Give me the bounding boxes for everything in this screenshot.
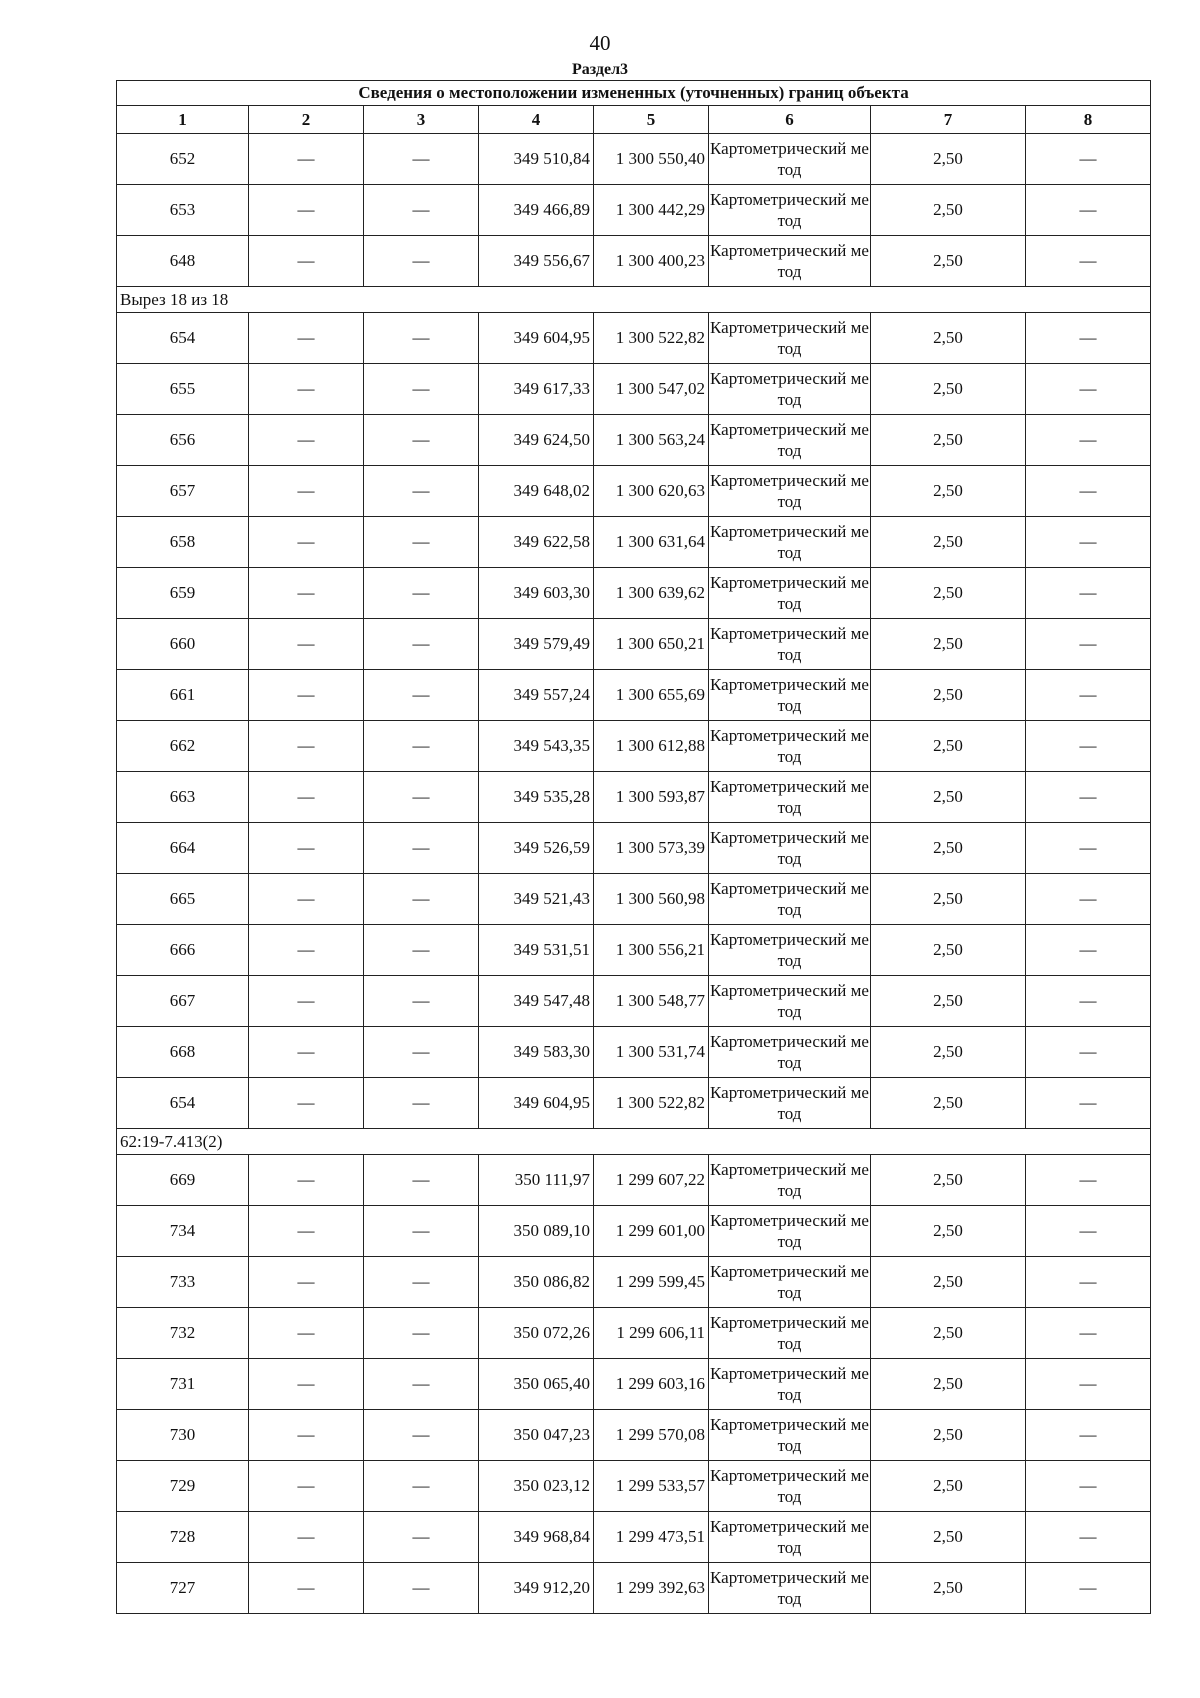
column-3-cell: — [364, 1512, 479, 1563]
method-cell: Картометрический метод [709, 1512, 871, 1563]
table-row [117, 976, 1151, 1027]
method-cell: Картометрический метод [709, 1410, 871, 1461]
column-8-cell: — [1026, 976, 1151, 1027]
table-row [117, 619, 1151, 670]
accuracy-cell: 2,50 [871, 313, 1026, 364]
x-coordinate-cell: 349 535,28 [479, 772, 594, 823]
point-number-cell: 648 [117, 236, 249, 287]
y-coordinate-cell: 1 300 550,40 [594, 134, 709, 185]
table-row [117, 1461, 1151, 1512]
column-8-cell: — [1026, 1461, 1151, 1512]
accuracy-cell: 2,50 [871, 1206, 1026, 1257]
y-coordinate-cell: 1 300 639,62 [594, 568, 709, 619]
method-cell: Картометрический метод [709, 364, 871, 415]
method-cell: Картометрический метод [709, 185, 871, 236]
column-2-cell: — [249, 976, 364, 1027]
column-3-cell: — [364, 236, 479, 287]
y-coordinate-cell: 1 299 601,00 [594, 1206, 709, 1257]
x-coordinate-cell: 349 622,58 [479, 517, 594, 568]
boundary-coordinates-table [116, 80, 1151, 1614]
column-8-cell: — [1026, 670, 1151, 721]
column-3-cell: — [364, 568, 479, 619]
point-number-cell: 666 [117, 925, 249, 976]
column-number: 2 [249, 106, 364, 134]
y-coordinate-cell: 1 300 400,23 [594, 236, 709, 287]
column-2-cell: — [249, 823, 364, 874]
column-8-cell: — [1026, 1027, 1151, 1078]
column-2-cell: — [249, 874, 364, 925]
point-number-cell: 664 [117, 823, 249, 874]
y-coordinate-cell: 1 300 631,64 [594, 517, 709, 568]
column-3-cell: — [364, 313, 479, 364]
accuracy-cell: 2,50 [871, 1359, 1026, 1410]
point-number-cell: 665 [117, 874, 249, 925]
y-coordinate-cell: 1 299 533,57 [594, 1461, 709, 1512]
column-3-cell: — [364, 925, 479, 976]
column-3-cell: — [364, 134, 479, 185]
accuracy-cell: 2,50 [871, 1563, 1026, 1614]
table-row [117, 1563, 1151, 1614]
point-number-cell: 656 [117, 415, 249, 466]
column-2-cell: — [249, 925, 364, 976]
column-8-cell: — [1026, 185, 1151, 236]
column-3-cell: — [364, 976, 479, 1027]
accuracy-cell: 2,50 [871, 568, 1026, 619]
accuracy-cell: 2,50 [871, 1257, 1026, 1308]
column-3-cell: — [364, 1078, 479, 1129]
column-2-cell: — [249, 1078, 364, 1129]
column-3-cell: — [364, 823, 479, 874]
table-row [117, 823, 1151, 874]
x-coordinate-cell: 349 547,48 [479, 976, 594, 1027]
table-row [117, 1155, 1151, 1206]
accuracy-cell: 2,50 [871, 976, 1026, 1027]
point-number-cell: 728 [117, 1512, 249, 1563]
x-coordinate-cell: 349 648,02 [479, 466, 594, 517]
x-coordinate-cell: 350 086,82 [479, 1257, 594, 1308]
column-2-cell: — [249, 670, 364, 721]
accuracy-cell: 2,50 [871, 1155, 1026, 1206]
x-coordinate-cell: 349 521,43 [479, 874, 594, 925]
method-cell: Картометрический метод [709, 1027, 871, 1078]
point-number-cell: 652 [117, 134, 249, 185]
method-cell: Картометрический метод [709, 1257, 871, 1308]
column-3-cell: — [364, 721, 479, 772]
column-8-cell: — [1026, 1512, 1151, 1563]
point-number-cell: 732 [117, 1308, 249, 1359]
point-number-cell: 660 [117, 619, 249, 670]
column-3-cell: — [364, 1155, 479, 1206]
method-cell: Картометрический метод [709, 619, 871, 670]
table-body [117, 134, 1151, 1614]
y-coordinate-cell: 1 300 560,98 [594, 874, 709, 925]
point-number-cell: 727 [117, 1563, 249, 1614]
method-cell: Картометрический метод [709, 466, 871, 517]
column-8-cell: — [1026, 415, 1151, 466]
table-caption-row [117, 81, 1151, 106]
method-cell: Картометрический метод [709, 1078, 871, 1129]
y-coordinate-cell: 1 300 442,29 [594, 185, 709, 236]
column-8-cell: — [1026, 823, 1151, 874]
column-2-cell: — [249, 1410, 364, 1461]
x-coordinate-cell: 349 510,84 [479, 134, 594, 185]
method-cell: Картометрический метод [709, 721, 871, 772]
column-3-cell: — [364, 1027, 479, 1078]
method-cell: Картометрический метод [709, 772, 871, 823]
column-3-cell: — [364, 364, 479, 415]
column-3-cell: — [364, 619, 479, 670]
method-cell: Картометрический метод [709, 1155, 871, 1206]
accuracy-cell: 2,50 [871, 619, 1026, 670]
column-number-row [117, 106, 1151, 134]
accuracy-cell: 2,50 [871, 721, 1026, 772]
y-coordinate-cell: 1 300 522,82 [594, 1078, 709, 1129]
column-3-cell: — [364, 670, 479, 721]
accuracy-cell: 2,50 [871, 925, 1026, 976]
x-coordinate-cell: 349 583,30 [479, 1027, 594, 1078]
column-2-cell: — [249, 1027, 364, 1078]
point-number-cell: 667 [117, 976, 249, 1027]
point-number-cell: 653 [117, 185, 249, 236]
point-number-cell: 669 [117, 1155, 249, 1206]
section-title: Раздел3 [571, 61, 629, 78]
column-number: 1 [117, 106, 249, 134]
x-coordinate-cell: 349 557,24 [479, 670, 594, 721]
method-cell: Картометрический метод [709, 1206, 871, 1257]
column-8-cell: — [1026, 1410, 1151, 1461]
accuracy-cell: 2,50 [871, 772, 1026, 823]
table-row [117, 1078, 1151, 1129]
accuracy-cell: 2,50 [871, 415, 1026, 466]
column-3-cell: — [364, 1359, 479, 1410]
column-3-cell: — [364, 415, 479, 466]
column-2-cell: — [249, 619, 364, 670]
x-coordinate-cell: 349 603,30 [479, 568, 594, 619]
table-caption: Сведения о местоположении измененных (уточненных) границ объекта [117, 81, 1151, 106]
point-number-cell: 662 [117, 721, 249, 772]
point-number-cell: 658 [117, 517, 249, 568]
column-8-cell: — [1026, 1078, 1151, 1129]
column-number: 4 [479, 106, 594, 134]
table-row [117, 1359, 1151, 1410]
y-coordinate-cell: 1 300 556,21 [594, 925, 709, 976]
column-3-cell: — [364, 1461, 479, 1512]
column-8-cell: — [1026, 364, 1151, 415]
table-row [117, 134, 1151, 185]
y-coordinate-cell: 1 300 612,88 [594, 721, 709, 772]
column-8-cell: — [1026, 1563, 1151, 1614]
column-3-cell: — [364, 1257, 479, 1308]
accuracy-cell: 2,50 [871, 1078, 1026, 1129]
point-number-cell: 733 [117, 1257, 249, 1308]
method-cell: Картометрический метод [709, 415, 871, 466]
column-8-cell: — [1026, 619, 1151, 670]
table-row [117, 1257, 1151, 1308]
x-coordinate-cell: 349 466,89 [479, 185, 594, 236]
column-2-cell: — [249, 1257, 364, 1308]
column-8-cell: — [1026, 134, 1151, 185]
x-coordinate-cell: 349 912,20 [479, 1563, 594, 1614]
column-2-cell: — [249, 568, 364, 619]
column-2-cell: — [249, 185, 364, 236]
x-coordinate-cell: 350 111,97 [479, 1155, 594, 1206]
column-2-cell: — [249, 313, 364, 364]
x-coordinate-cell: 349 526,59 [479, 823, 594, 874]
point-number-cell: 659 [117, 568, 249, 619]
x-coordinate-cell: 349 624,50 [479, 415, 594, 466]
page-number: 40 [589, 31, 611, 55]
y-coordinate-cell: 1 300 655,69 [594, 670, 709, 721]
method-cell: Картометрический метод [709, 1461, 871, 1512]
column-8-cell: — [1026, 236, 1151, 287]
table-row [117, 772, 1151, 823]
table-row [117, 1512, 1151, 1563]
y-coordinate-cell: 1 299 570,08 [594, 1410, 709, 1461]
x-coordinate-cell: 349 968,84 [479, 1512, 594, 1563]
x-coordinate-cell: 349 579,49 [479, 619, 594, 670]
group-header-row [117, 287, 1151, 313]
table-row [117, 1410, 1151, 1461]
column-2-cell: — [249, 236, 364, 287]
table-row [117, 1308, 1151, 1359]
column-number: 8 [1026, 106, 1151, 134]
y-coordinate-cell: 1 300 573,39 [594, 823, 709, 874]
method-cell: Картометрический метод [709, 925, 871, 976]
accuracy-cell: 2,50 [871, 670, 1026, 721]
x-coordinate-cell: 350 047,23 [479, 1410, 594, 1461]
x-coordinate-cell: 349 617,33 [479, 364, 594, 415]
y-coordinate-cell: 1 300 563,24 [594, 415, 709, 466]
accuracy-cell: 2,50 [871, 364, 1026, 415]
point-number-cell: 661 [117, 670, 249, 721]
column-2-cell: — [249, 1206, 364, 1257]
y-coordinate-cell: 1 299 603,16 [594, 1359, 709, 1410]
y-coordinate-cell: 1 299 392,63 [594, 1563, 709, 1614]
method-cell: Картометрический метод [709, 568, 871, 619]
column-8-cell: — [1026, 1155, 1151, 1206]
group-label: 62:19-7.413(2) [117, 1129, 1151, 1155]
column-8-cell: — [1026, 313, 1151, 364]
point-number-cell: 668 [117, 1027, 249, 1078]
table-row [117, 415, 1151, 466]
y-coordinate-cell: 1 300 547,02 [594, 364, 709, 415]
point-number-cell: 729 [117, 1461, 249, 1512]
accuracy-cell: 2,50 [871, 517, 1026, 568]
point-number-cell: 654 [117, 1078, 249, 1129]
point-number-cell: 734 [117, 1206, 249, 1257]
table-row [117, 568, 1151, 619]
y-coordinate-cell: 1 299 599,45 [594, 1257, 709, 1308]
y-coordinate-cell: 1 300 522,82 [594, 313, 709, 364]
accuracy-cell: 2,50 [871, 1308, 1026, 1359]
table-row [117, 874, 1151, 925]
method-cell: Картометрический метод [709, 236, 871, 287]
column-8-cell: — [1026, 772, 1151, 823]
x-coordinate-cell: 349 556,67 [479, 236, 594, 287]
x-coordinate-cell: 349 531,51 [479, 925, 594, 976]
column-8-cell: — [1026, 874, 1151, 925]
table-row [117, 313, 1151, 364]
method-cell: Картометрический метод [709, 134, 871, 185]
column-3-cell: — [364, 517, 479, 568]
method-cell: Картометрический метод [709, 976, 871, 1027]
table-row [117, 670, 1151, 721]
y-coordinate-cell: 1 299 473,51 [594, 1512, 709, 1563]
column-2-cell: — [249, 1563, 364, 1614]
y-coordinate-cell: 1 300 593,87 [594, 772, 709, 823]
table-row [117, 236, 1151, 287]
column-2-cell: — [249, 517, 364, 568]
method-cell: Картометрический метод [709, 1359, 871, 1410]
x-coordinate-cell: 350 072,26 [479, 1308, 594, 1359]
point-number-cell: 655 [117, 364, 249, 415]
method-cell: Картометрический метод [709, 670, 871, 721]
y-coordinate-cell: 1 300 650,21 [594, 619, 709, 670]
column-2-cell: — [249, 721, 364, 772]
column-8-cell: — [1026, 721, 1151, 772]
column-8-cell: — [1026, 517, 1151, 568]
table-row [117, 1206, 1151, 1257]
column-3-cell: — [364, 1206, 479, 1257]
x-coordinate-cell: 350 065,40 [479, 1359, 594, 1410]
column-2-cell: — [249, 1359, 364, 1410]
group-header-row [117, 1129, 1151, 1155]
table-row [117, 185, 1151, 236]
table-row [117, 1027, 1151, 1078]
column-8-cell: — [1026, 1359, 1151, 1410]
point-number-cell: 663 [117, 772, 249, 823]
point-number-cell: 731 [117, 1359, 249, 1410]
column-number: 5 [594, 106, 709, 134]
column-8-cell: — [1026, 568, 1151, 619]
method-cell: Картометрический метод [709, 313, 871, 364]
x-coordinate-cell: 350 023,12 [479, 1461, 594, 1512]
accuracy-cell: 2,50 [871, 466, 1026, 517]
column-number: 3 [364, 106, 479, 134]
method-cell: Картометрический метод [709, 874, 871, 925]
point-number-cell: 657 [117, 466, 249, 517]
column-3-cell: — [364, 1563, 479, 1614]
method-cell: Картометрический метод [709, 1563, 871, 1614]
accuracy-cell: 2,50 [871, 236, 1026, 287]
column-number: 7 [871, 106, 1026, 134]
method-cell: Картометрический метод [709, 823, 871, 874]
table-row [117, 925, 1151, 976]
column-2-cell: — [249, 466, 364, 517]
x-coordinate-cell: 350 089,10 [479, 1206, 594, 1257]
table-row [117, 721, 1151, 772]
accuracy-cell: 2,50 [871, 823, 1026, 874]
accuracy-cell: 2,50 [871, 1512, 1026, 1563]
column-8-cell: — [1026, 1206, 1151, 1257]
accuracy-cell: 2,50 [871, 134, 1026, 185]
column-2-cell: — [249, 134, 364, 185]
column-3-cell: — [364, 772, 479, 823]
y-coordinate-cell: 1 300 548,77 [594, 976, 709, 1027]
accuracy-cell: 2,50 [871, 185, 1026, 236]
column-3-cell: — [364, 185, 479, 236]
column-3-cell: — [364, 1410, 479, 1461]
group-label: Вырез 18 из 18 [117, 287, 1151, 313]
column-2-cell: — [249, 364, 364, 415]
table-row [117, 517, 1151, 568]
column-8-cell: — [1026, 466, 1151, 517]
column-8-cell: — [1026, 1257, 1151, 1308]
column-3-cell: — [364, 1308, 479, 1359]
point-number-cell: 654 [117, 313, 249, 364]
column-8-cell: — [1026, 1308, 1151, 1359]
column-2-cell: — [249, 415, 364, 466]
table-row [117, 466, 1151, 517]
x-coordinate-cell: 349 604,95 [479, 313, 594, 364]
y-coordinate-cell: 1 299 606,11 [594, 1308, 709, 1359]
method-cell: Картометрический метод [709, 1308, 871, 1359]
accuracy-cell: 2,50 [871, 1461, 1026, 1512]
point-number-cell: 730 [117, 1410, 249, 1461]
column-3-cell: — [364, 466, 479, 517]
y-coordinate-cell: 1 299 607,22 [594, 1155, 709, 1206]
column-3-cell: — [364, 874, 479, 925]
accuracy-cell: 2,50 [871, 1410, 1026, 1461]
y-coordinate-cell: 1 300 531,74 [594, 1027, 709, 1078]
column-2-cell: — [249, 1155, 364, 1206]
column-2-cell: — [249, 772, 364, 823]
x-coordinate-cell: 349 543,35 [479, 721, 594, 772]
column-2-cell: — [249, 1461, 364, 1512]
column-2-cell: — [249, 1512, 364, 1563]
x-coordinate-cell: 349 604,95 [479, 1078, 594, 1129]
column-8-cell: — [1026, 925, 1151, 976]
column-2-cell: — [249, 1308, 364, 1359]
method-cell: Картометрический метод [709, 517, 871, 568]
accuracy-cell: 2,50 [871, 1027, 1026, 1078]
column-number: 6 [709, 106, 871, 134]
accuracy-cell: 2,50 [871, 874, 1026, 925]
table-row [117, 364, 1151, 415]
y-coordinate-cell: 1 300 620,63 [594, 466, 709, 517]
